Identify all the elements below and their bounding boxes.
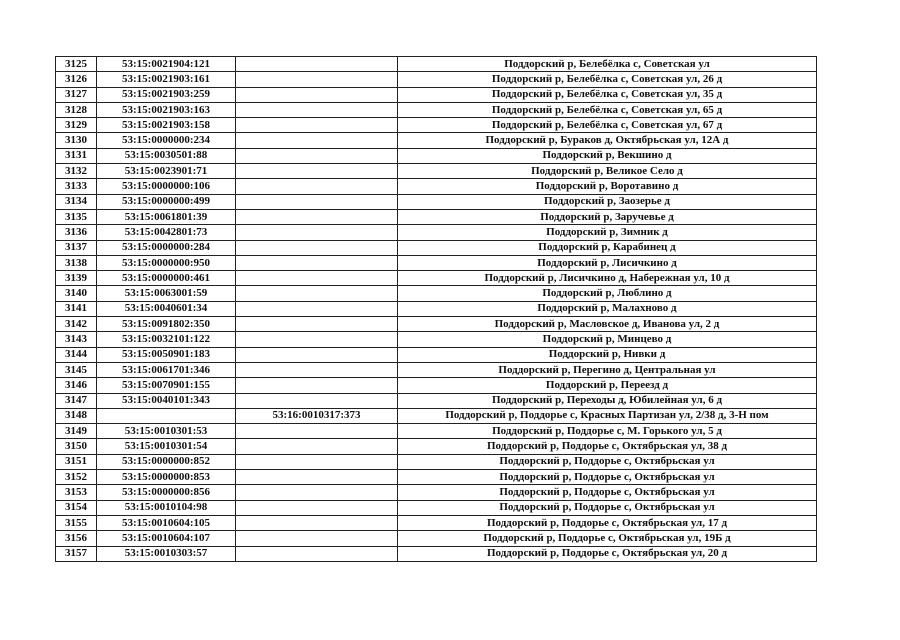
table-row [56, 347, 817, 362]
address-cell: Поддорский р, Переезд д [398, 378, 817, 393]
row-number-cell: 3130 [56, 133, 97, 148]
address-cell: Поддорский р, Минцево д [398, 332, 817, 347]
address-cell: Поддорский р, Перегино д, Центральная ул [398, 362, 817, 377]
row-number-cell: 3149 [56, 424, 97, 439]
table-row [56, 439, 817, 454]
address-cell: Поддорский р, Зимник д [398, 225, 817, 240]
row-number-cell: 3143 [56, 332, 97, 347]
cadastral-number-cell: 53:15:0021903:158 [97, 118, 236, 133]
row-number-cell: 3155 [56, 515, 97, 530]
cadastral-number-cell: 53:15:0021904:121 [97, 57, 236, 72]
cadastral-number-cell: 53:15:0000000:234 [97, 133, 236, 148]
address-cell: Поддорский р, Поддорье с, Октябрьская ул [398, 485, 817, 500]
table-row [56, 515, 817, 530]
cadastral-number-alt-cell [236, 179, 398, 194]
row-number-cell: 3132 [56, 164, 97, 179]
row-number-cell: 3151 [56, 454, 97, 469]
table-row [56, 118, 817, 133]
address-cell: Поддорский р, Поддорье с, Красных Партизан ул, 2/38 д, 3-Н пом [398, 408, 817, 423]
cadastral-number-alt-cell [236, 286, 398, 301]
cadastral-number-cell: 53:15:0061801:39 [97, 209, 236, 224]
address-cell: Поддорский р, Поддорье с, Октябрьская ул, 19Б д [398, 531, 817, 546]
table-row [56, 378, 817, 393]
cadastral-number-alt-cell [236, 500, 398, 515]
cadastral-number-cell: 53:15:0040601:34 [97, 301, 236, 316]
cadastral-number-cell: 53:15:0040101:343 [97, 393, 236, 408]
address-cell: Поддорский р, Белебёлка с, Советская ул, 65 д [398, 102, 817, 117]
registry-table [55, 56, 817, 562]
cadastral-number-cell: 53:15:0021903:161 [97, 72, 236, 87]
cadastral-number-cell: 53:15:0000000:106 [97, 179, 236, 194]
cadastral-number-alt-cell [236, 332, 398, 347]
table-row [56, 393, 817, 408]
table-row [56, 72, 817, 87]
table-row [56, 225, 817, 240]
row-number-cell: 3141 [56, 301, 97, 316]
row-number-cell: 3136 [56, 225, 97, 240]
address-cell: Поддорский р, Воротавино д [398, 179, 817, 194]
row-number-cell: 3145 [56, 362, 97, 377]
cadastral-number-cell: 53:15:0000000:461 [97, 271, 236, 286]
cadastral-number-cell: 53:15:0063001:59 [97, 286, 236, 301]
cadastral-number-cell: 53:15:0091802:350 [97, 317, 236, 332]
cadastral-number-cell: 53:15:0070901:155 [97, 378, 236, 393]
row-number-cell: 3127 [56, 87, 97, 102]
cadastral-number-alt-cell [236, 424, 398, 439]
cadastral-number-alt-cell [236, 515, 398, 530]
table-row [56, 209, 817, 224]
cadastral-number-cell: 53:15:0050901:183 [97, 347, 236, 362]
address-cell: Поддорский р, Поддорье с, Октябрьская ул, 38 д [398, 439, 817, 454]
address-cell: Поддорский р, Белебёлка с, Советская ул, 67 д [398, 118, 817, 133]
table-row [56, 240, 817, 255]
table-row [56, 317, 817, 332]
row-number-cell: 3135 [56, 209, 97, 224]
row-number-cell: 3133 [56, 179, 97, 194]
row-number-cell: 3129 [56, 118, 97, 133]
row-number-cell: 3140 [56, 286, 97, 301]
address-cell: Поддорский р, Заозерье д [398, 194, 817, 209]
row-number-cell: 3131 [56, 148, 97, 163]
cadastral-number-alt-cell [236, 301, 398, 316]
address-cell: Поддорский р, Векшино д [398, 148, 817, 163]
cadastral-number-alt-cell [236, 271, 398, 286]
table-row [56, 57, 817, 72]
table-row [56, 454, 817, 469]
cadastral-number-cell: 53:15:0030501:88 [97, 148, 236, 163]
table-row [56, 424, 817, 439]
cadastral-number-alt-cell [236, 393, 398, 408]
table-row [56, 301, 817, 316]
cadastral-number-alt-cell [236, 118, 398, 133]
cadastral-number-cell: 53:15:0010604:105 [97, 515, 236, 530]
row-number-cell: 3156 [56, 531, 97, 546]
table-row [56, 179, 817, 194]
cadastral-number-alt-cell [236, 454, 398, 469]
cadastral-number-cell: 53:15:0000000:853 [97, 470, 236, 485]
address-cell: Поддорский р, Нивки д [398, 347, 817, 362]
cadastral-number-alt-cell [236, 485, 398, 500]
cadastral-number-alt-cell [236, 57, 398, 72]
table-row [56, 531, 817, 546]
cadastral-number-cell: 53:15:0010303:57 [97, 546, 236, 561]
row-number-cell: 3138 [56, 255, 97, 270]
table-row [56, 362, 817, 377]
address-cell: Поддорский р, Белебёлка с, Советская ул [398, 57, 817, 72]
address-cell: Поддорский р, Переходы д, Юбилейная ул, 6 д [398, 393, 817, 408]
address-cell: Поддорский р, Поддорье с, Октябрьская ул [398, 470, 817, 485]
row-number-cell: 3134 [56, 194, 97, 209]
address-cell: Поддорский р, Поддорье с, Октябрьская ул [398, 454, 817, 469]
cadastral-number-cell: 53:15:0061701:346 [97, 362, 236, 377]
cadastral-number-alt-cell [236, 148, 398, 163]
cadastral-number-alt-cell [236, 72, 398, 87]
cadastral-number-alt-cell: 53:16:0010317:373 [236, 408, 398, 423]
table-row [56, 148, 817, 163]
table-row [56, 470, 817, 485]
row-number-cell: 3128 [56, 102, 97, 117]
address-cell: Поддорский р, Лисичкино д, Набережная ул, 10 д [398, 271, 817, 286]
address-cell: Поддорский р, Карабинец д [398, 240, 817, 255]
address-cell: Поддорский р, Белебёлка с, Советская ул, 26 д [398, 72, 817, 87]
row-number-cell: 3137 [56, 240, 97, 255]
row-number-cell: 3154 [56, 500, 97, 515]
address-cell: Поддорский р, Бураков д, Октябрьская ул, 12А д [398, 133, 817, 148]
row-number-cell: 3144 [56, 347, 97, 362]
address-cell: Поддорский р, Лисичкино д [398, 255, 817, 270]
cadastral-number-cell: 53:15:0000000:852 [97, 454, 236, 469]
address-cell: Поддорский р, Заручевье д [398, 209, 817, 224]
table-row [56, 133, 817, 148]
cadastral-number-alt-cell [236, 87, 398, 102]
cadastral-number-cell: 53:15:0023901:71 [97, 164, 236, 179]
cadastral-number-alt-cell [236, 347, 398, 362]
row-number-cell: 3125 [56, 57, 97, 72]
table-row [56, 332, 817, 347]
cadastral-number-cell: 53:15:0000000:856 [97, 485, 236, 500]
row-number-cell: 3152 [56, 470, 97, 485]
cadastral-number-cell: 53:15:0010604:107 [97, 531, 236, 546]
cadastral-number-alt-cell [236, 546, 398, 561]
cadastral-number-cell: 53:15:0010301:54 [97, 439, 236, 454]
table-row [56, 102, 817, 117]
cadastral-number-cell [97, 408, 236, 423]
table-row [56, 500, 817, 515]
cadastral-number-alt-cell [236, 378, 398, 393]
cadastral-number-cell: 53:15:0021903:259 [97, 87, 236, 102]
table-row [56, 408, 817, 423]
address-cell: Поддорский р, Поддорье с, Октябрьская ул, 17 д [398, 515, 817, 530]
address-cell: Поддорский р, Малахново д [398, 301, 817, 316]
cadastral-number-cell: 53:15:0000000:950 [97, 255, 236, 270]
registry-table-body [56, 57, 817, 562]
cadastral-number-alt-cell [236, 531, 398, 546]
cadastral-number-alt-cell [236, 240, 398, 255]
address-cell: Поддорский р, Великое Село д [398, 164, 817, 179]
cadastral-number-cell: 53:15:0042801:73 [97, 225, 236, 240]
cadastral-number-cell: 53:15:0000000:284 [97, 240, 236, 255]
address-cell: Поддорский р, Люблино д [398, 286, 817, 301]
table-row [56, 87, 817, 102]
cadastral-number-alt-cell [236, 470, 398, 485]
address-cell: Поддорский р, Масловское д, Иванова ул, 2 д [398, 317, 817, 332]
cadastral-number-cell: 53:15:0032101:122 [97, 332, 236, 347]
row-number-cell: 3139 [56, 271, 97, 286]
cadastral-number-alt-cell [236, 439, 398, 454]
row-number-cell: 3142 [56, 317, 97, 332]
table-row [56, 255, 817, 270]
row-number-cell: 3126 [56, 72, 97, 87]
cadastral-number-alt-cell [236, 362, 398, 377]
cadastral-number-alt-cell [236, 102, 398, 117]
row-number-cell: 3146 [56, 378, 97, 393]
cadastral-number-alt-cell [236, 194, 398, 209]
cadastral-number-alt-cell [236, 225, 398, 240]
address-cell: Поддорский р, Поддорье с, Октябрьская ул [398, 500, 817, 515]
cadastral-number-alt-cell [236, 133, 398, 148]
row-number-cell: 3153 [56, 485, 97, 500]
cadastral-number-cell: 53:15:0010104:98 [97, 500, 236, 515]
table-row [56, 546, 817, 561]
cadastral-number-alt-cell [236, 317, 398, 332]
address-cell: Поддорский р, Поддорье с, Октябрьская ул, 20 д [398, 546, 817, 561]
table-row [56, 485, 817, 500]
table-row [56, 271, 817, 286]
table-row [56, 164, 817, 179]
row-number-cell: 3157 [56, 546, 97, 561]
cadastral-number-alt-cell [236, 209, 398, 224]
address-cell: Поддорский р, Поддорье с, М. Горького ул, 5 д [398, 424, 817, 439]
cadastral-number-alt-cell [236, 255, 398, 270]
address-cell: Поддорский р, Белебёлка с, Советская ул, 35 д [398, 87, 817, 102]
table-row [56, 194, 817, 209]
cadastral-number-cell: 53:15:0021903:163 [97, 102, 236, 117]
cadastral-number-cell: 53:15:0010301:53 [97, 424, 236, 439]
cadastral-number-cell: 53:15:0000000:499 [97, 194, 236, 209]
row-number-cell: 3150 [56, 439, 97, 454]
row-number-cell: 3148 [56, 408, 97, 423]
row-number-cell: 3147 [56, 393, 97, 408]
cadastral-number-alt-cell [236, 164, 398, 179]
table-row [56, 286, 817, 301]
